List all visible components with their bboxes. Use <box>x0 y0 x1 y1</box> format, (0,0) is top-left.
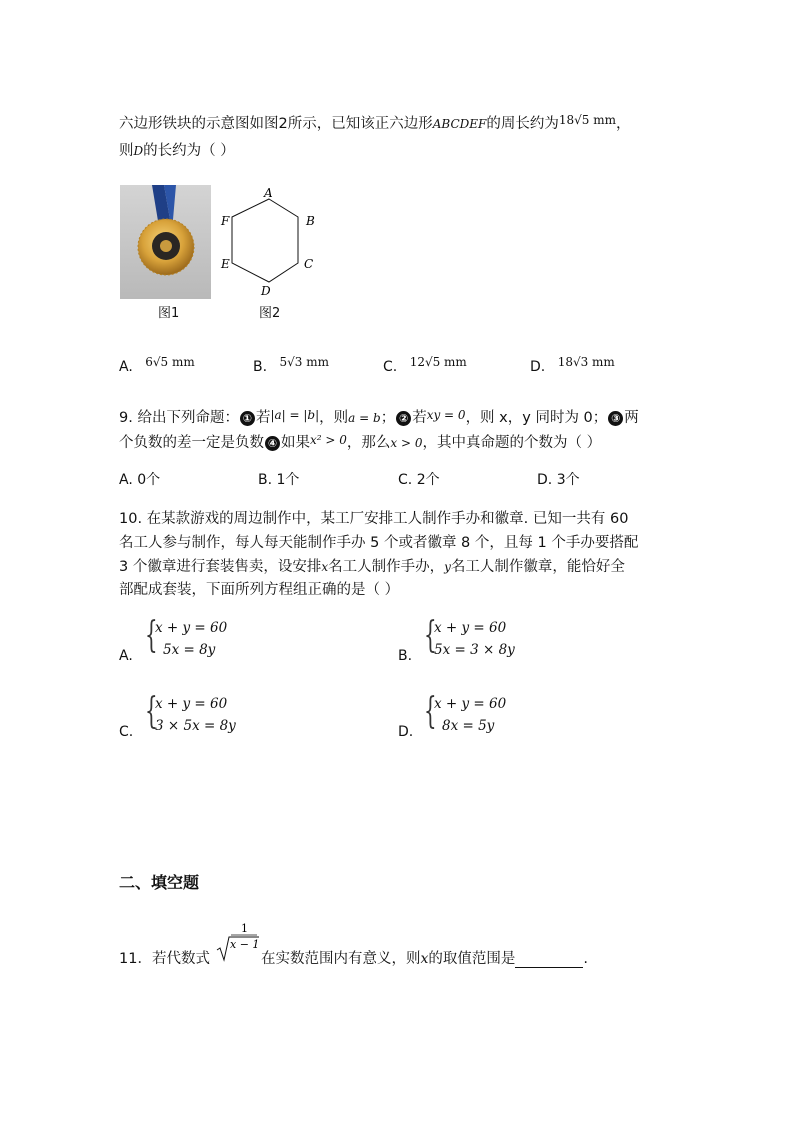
q10-option-b-system <box>424 615 554 664</box>
q11-line-rest <box>261 947 588 968</box>
brace-glyph: { <box>424 615 437 656</box>
hexagon-shape <box>232 199 298 282</box>
q9-marker-4: ④ <box>265 436 280 451</box>
vertex-label-c: C <box>304 257 314 271</box>
q9-option-b[interactable] <box>258 469 299 489</box>
equation-2: 5x = 8y <box>163 642 216 658</box>
option-value: 12√5 mm <box>409 355 467 369</box>
q11-text: 的取值范围是 <box>428 951 516 967</box>
q10-option-b-label[interactable]: B. <box>398 648 413 664</box>
option-label: D. <box>530 359 546 375</box>
brace-glyph: { <box>145 691 158 732</box>
q10-var-y: y <box>444 560 451 574</box>
q11-var-x: x <box>420 951 429 967</box>
hexagon-diagram <box>218 180 328 298</box>
q8-line2 <box>119 139 235 160</box>
figure-1-caption: 图1 <box>158 306 180 321</box>
q9-line2 <box>119 431 601 452</box>
q8-line1-pre: 六边形铁块的示意图如图2所示，已知该正六边形 <box>119 116 433 132</box>
q8-option-d[interactable] <box>530 355 615 375</box>
equation-2: 5x = 3 × 8y <box>434 642 515 658</box>
section-heading: 二、填空题 <box>119 873 200 892</box>
equation-1: x + y = 60 <box>155 696 228 712</box>
q10-text: 名工人制作徽章，能恰好全 <box>450 559 625 575</box>
q9-marker-1: ① <box>240 411 255 426</box>
q9-text: ，则 <box>319 410 349 426</box>
q9-prefix: 9. 给出下列命题： <box>119 410 239 426</box>
q9-text: ，那么 <box>346 435 391 451</box>
q8-option-a[interactable] <box>119 355 195 375</box>
vertex-label-b: B <box>306 214 315 228</box>
q10-line3 <box>119 555 625 576</box>
equation-1: x + y = 60 <box>434 620 507 636</box>
q9-text: ，则 x，y 同时为 0； <box>465 410 608 426</box>
equation-2: 8x = 5y <box>442 718 495 734</box>
q9-text: 个负数的差一定是负数 <box>119 435 264 451</box>
answer-blank[interactable] <box>515 953 583 968</box>
fraction-numerator: 1 <box>241 922 248 935</box>
q10-line4: 部配成套装，下面所列方程组正确的是（ ） <box>119 582 400 598</box>
q9-math-4: x² > 0 <box>310 433 347 447</box>
q8-option-c[interactable] <box>383 355 467 375</box>
q10-option-a-system <box>145 615 265 664</box>
q8-hexagon-name: ABCDEF <box>432 117 487 131</box>
q9-marker-2: ② <box>396 411 411 426</box>
medal-photo <box>120 185 211 299</box>
q10-var-x: x <box>321 560 329 574</box>
equation-1: x + y = 60 <box>155 620 228 636</box>
q8-line2-pre: 则 <box>119 143 134 159</box>
option-value: 1个 <box>276 472 300 488</box>
q10-option-a-label[interactable]: A. <box>119 648 133 664</box>
q11-text: 在实数范围内有意义，则 <box>261 951 421 967</box>
option-label: A. <box>119 472 133 488</box>
vertex-label-e: E <box>221 257 230 271</box>
q9-text: 两 <box>624 410 639 426</box>
option-label: A. <box>119 359 133 375</box>
q9-text: 若 <box>255 410 271 426</box>
q10-option-c-label[interactable]: C. <box>119 724 134 740</box>
q10-line1: 10. 在某款游戏的周边制作中，某工厂安排工人制作手办和徽章. 已知一共有 60 <box>119 511 629 527</box>
q10-option-d-label[interactable]: D. <box>398 724 414 740</box>
q8-perimeter-value: 18√5 mm <box>558 113 616 127</box>
q8-line1 <box>119 112 630 133</box>
q9-option-a[interactable] <box>119 469 160 489</box>
q9-option-d[interactable] <box>537 469 580 489</box>
brace-glyph: { <box>424 691 437 732</box>
option-label: B. <box>258 472 273 488</box>
fraction-denominator: x − 1 <box>230 938 259 951</box>
q9-math-2: a = b <box>348 411 381 425</box>
option-label: B. <box>253 359 268 375</box>
option-value: 6√5 mm <box>145 355 195 369</box>
q9-math-3: xy = 0 <box>426 408 466 422</box>
vertex-label-d: D <box>261 284 271 298</box>
option-label: C. <box>383 359 398 375</box>
q10-text: 名工人制作手办， <box>328 559 445 575</box>
q8-line1-mid: 的周长约为 <box>486 116 559 132</box>
q10-text: 3 个徽章进行套装售卖，设安排 <box>119 559 322 575</box>
brace-glyph: { <box>145 615 158 656</box>
vertex-label-a: A <box>264 186 273 200</box>
equation-2: 3 × 5x = 8y <box>155 718 236 734</box>
q9-line1 <box>119 406 639 427</box>
q10-option-d-system <box>424 691 544 740</box>
q11-text: . <box>583 951 589 967</box>
option-value: 5√3 mm <box>279 355 330 369</box>
q10-option-c-system <box>145 691 275 740</box>
vertex-label-f: F <box>221 214 230 228</box>
q11-radical-expression <box>215 920 259 964</box>
q8-line1-end: ， <box>615 116 631 132</box>
q9-text: 若 <box>412 410 427 426</box>
q11-text: 11．若代数式 <box>119 951 210 967</box>
option-value: 3个 <box>556 472 580 488</box>
q9-text: ； <box>380 410 396 426</box>
q9-marker-3: ③ <box>608 411 623 426</box>
q9-option-c[interactable] <box>398 469 440 489</box>
option-label: C. <box>398 472 413 488</box>
q9-text: 如果 <box>281 435 310 451</box>
option-value: 0个 <box>137 472 161 488</box>
q8-line2-post: 的长约为（ ） <box>143 143 235 159</box>
q8-line2-var: D <box>133 144 144 158</box>
equation-1: x + y = 60 <box>434 696 507 712</box>
q10-line2: 名工人参与制作，每人每天能制作手办 5 个或者徽章 8 个，且每 1 个手办要搭配 <box>119 535 639 551</box>
option-label: D. <box>537 472 553 488</box>
q11-line <box>119 947 210 968</box>
figure-2-caption: 图2 <box>259 306 281 321</box>
q8-option-b[interactable] <box>253 355 330 375</box>
option-value: 18√3 mm <box>557 355 615 369</box>
option-value: 2个 <box>416 472 440 488</box>
q9-math-1: |a| = |b| <box>270 408 320 422</box>
q9-text: ，其中真命题的个数为（ ） <box>422 435 602 451</box>
q9-math-5: x > 0 <box>390 436 423 450</box>
